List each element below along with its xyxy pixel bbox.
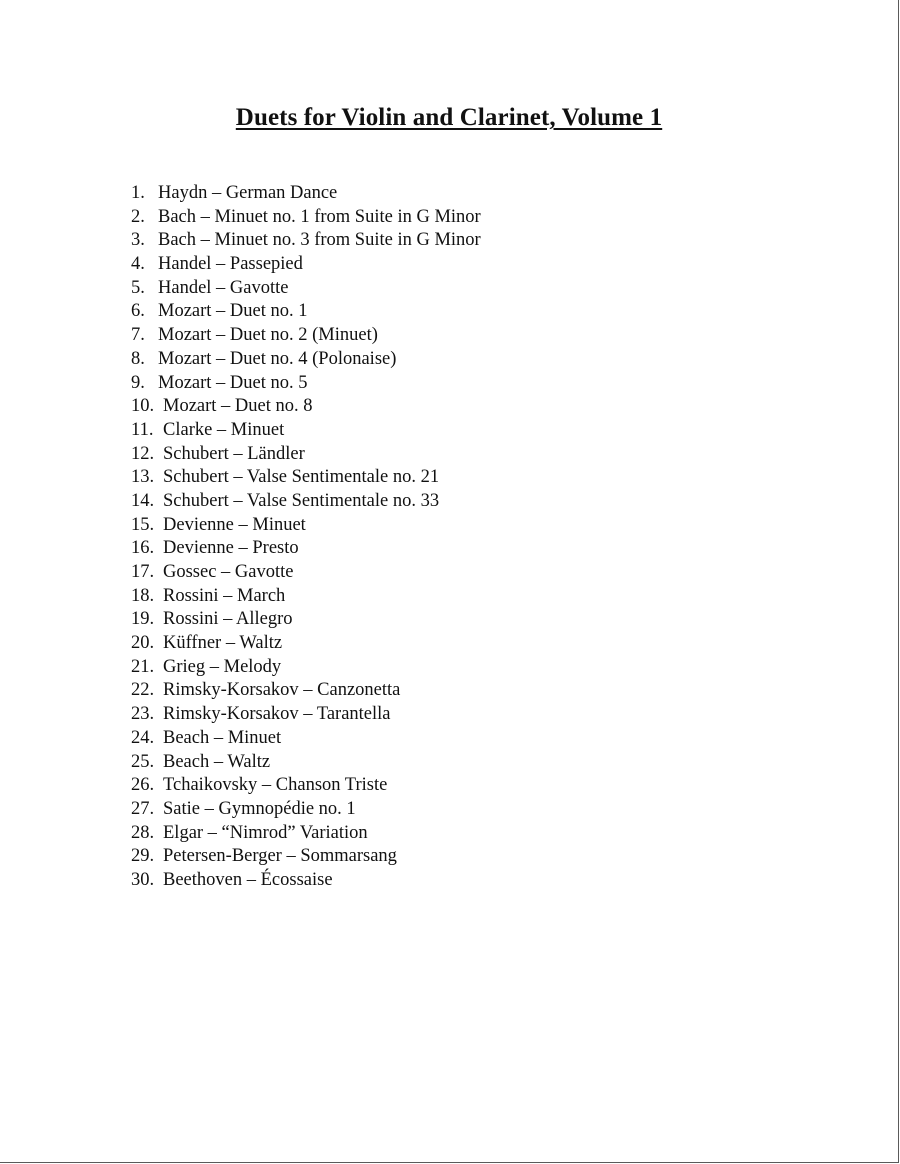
item-number: 28. bbox=[131, 822, 155, 843]
list-item bbox=[131, 537, 481, 561]
item-number: 30. bbox=[131, 869, 155, 890]
list-item bbox=[131, 443, 481, 467]
list-item bbox=[131, 324, 481, 348]
list-item bbox=[131, 774, 481, 798]
item-title: Rimsky-Korsakov – Canzonetta bbox=[163, 680, 401, 701]
list-item bbox=[131, 182, 481, 206]
item-number: 8. bbox=[131, 348, 145, 369]
item-title: Rimsky-Korsakov – Tarantella bbox=[163, 704, 391, 725]
list-item bbox=[131, 514, 481, 538]
item-number: 3. bbox=[131, 230, 145, 251]
item-title: Mozart – Duet no. 4 (Polonaise) bbox=[158, 348, 397, 369]
item-title: Mozart – Duet no. 2 (Minuet) bbox=[158, 325, 378, 346]
item-number: 22. bbox=[131, 680, 155, 701]
list-item bbox=[131, 822, 481, 846]
item-number: 18. bbox=[131, 585, 155, 606]
item-title: Satie – Gymnopédie no. 1 bbox=[163, 798, 356, 819]
item-number: 11. bbox=[131, 419, 154, 440]
item-title: Schubert – Ländler bbox=[163, 443, 305, 464]
item-number: 13. bbox=[131, 467, 155, 488]
item-number: 15. bbox=[131, 514, 155, 535]
item-number: 12. bbox=[131, 443, 155, 464]
item-title: Bach – Minuet no. 3 from Suite in G Minor bbox=[158, 230, 481, 251]
item-title: Grieg – Melody bbox=[163, 656, 282, 677]
list-item bbox=[131, 656, 481, 680]
list-item bbox=[131, 206, 481, 230]
list-item bbox=[131, 845, 481, 869]
list-item bbox=[131, 727, 481, 751]
item-title: Tchaikovsky – Chanson Triste bbox=[163, 775, 388, 796]
item-number: 5. bbox=[131, 277, 145, 298]
item-title: Clarke – Minuet bbox=[163, 419, 285, 440]
item-number: 1. bbox=[131, 183, 145, 203]
list-item bbox=[131, 466, 481, 490]
list-item bbox=[131, 585, 481, 609]
contents-list bbox=[131, 182, 481, 893]
item-number: 10. bbox=[131, 396, 155, 417]
item-number: 19. bbox=[131, 609, 155, 630]
item-number: 17. bbox=[131, 562, 155, 582]
item-number: 4. bbox=[131, 254, 145, 275]
list-item bbox=[131, 490, 481, 514]
item-number: 16. bbox=[131, 538, 155, 559]
item-title: Handel – Gavotte bbox=[158, 277, 289, 298]
item-title: Küffner – Waltz bbox=[163, 633, 283, 654]
item-number: 14. bbox=[131, 490, 155, 511]
item-number: 25. bbox=[131, 751, 155, 772]
page-title: Duets for Violin and Clarinet, Volume 1 bbox=[235, 104, 663, 131]
item-title: Bach – Minuet no. 1 from Suite in G Minor bbox=[158, 206, 481, 227]
item-title: Rossini – Allegro bbox=[163, 609, 293, 630]
list-item bbox=[131, 419, 481, 443]
list-item bbox=[131, 632, 481, 656]
list-item bbox=[131, 679, 481, 703]
item-number: 2. bbox=[131, 206, 145, 227]
item-title: Mozart – Duet no. 5 bbox=[158, 372, 308, 393]
item-title: Petersen-Berger – Sommarsang bbox=[163, 846, 397, 867]
item-number: 29. bbox=[131, 846, 155, 867]
item-number: 27. bbox=[131, 798, 155, 819]
item-title: Mozart – Duet no. 1 bbox=[158, 301, 308, 322]
item-title: Elgar – “Nimrod” Variation bbox=[163, 822, 368, 843]
item-title: Mozart – Duet no. 8 bbox=[163, 396, 313, 417]
list-item bbox=[131, 277, 481, 301]
list-item bbox=[131, 608, 481, 632]
item-number: 26. bbox=[131, 775, 155, 796]
item-title: Beach – Waltz bbox=[163, 751, 271, 772]
list-item bbox=[131, 229, 481, 253]
item-title: Handel – Passepied bbox=[158, 254, 303, 275]
item-number: 21. bbox=[131, 656, 155, 677]
list-item bbox=[131, 372, 481, 396]
item-title: Devienne – Presto bbox=[163, 538, 299, 559]
item-title: Gossec – Gavotte bbox=[163, 562, 294, 582]
item-number: 9. bbox=[131, 372, 145, 393]
item-number: 6. bbox=[131, 301, 145, 322]
item-title: Beethoven – Écossaise bbox=[163, 869, 333, 890]
item-title: Schubert – Valse Sentimentale no. 21 bbox=[163, 467, 440, 488]
list-item bbox=[131, 395, 481, 419]
item-number: 20. bbox=[131, 633, 155, 654]
item-number: 23. bbox=[131, 704, 155, 725]
item-title: Rossini – March bbox=[163, 585, 286, 606]
item-number: 7. bbox=[131, 325, 145, 346]
list-item bbox=[131, 869, 481, 893]
item-number: 24. bbox=[131, 727, 155, 748]
item-title: Beach – Minuet bbox=[163, 727, 282, 748]
item-title: Devienne – Minuet bbox=[163, 514, 306, 535]
list-item bbox=[131, 253, 481, 277]
list-item bbox=[131, 703, 481, 727]
item-title: Haydn – German Dance bbox=[158, 183, 338, 203]
list-item bbox=[131, 561, 481, 585]
list-item bbox=[131, 348, 481, 372]
list-item bbox=[131, 751, 481, 775]
list-item bbox=[131, 798, 481, 822]
item-title: Schubert – Valse Sentimentale no. 33 bbox=[163, 490, 440, 511]
list-item bbox=[131, 300, 481, 324]
